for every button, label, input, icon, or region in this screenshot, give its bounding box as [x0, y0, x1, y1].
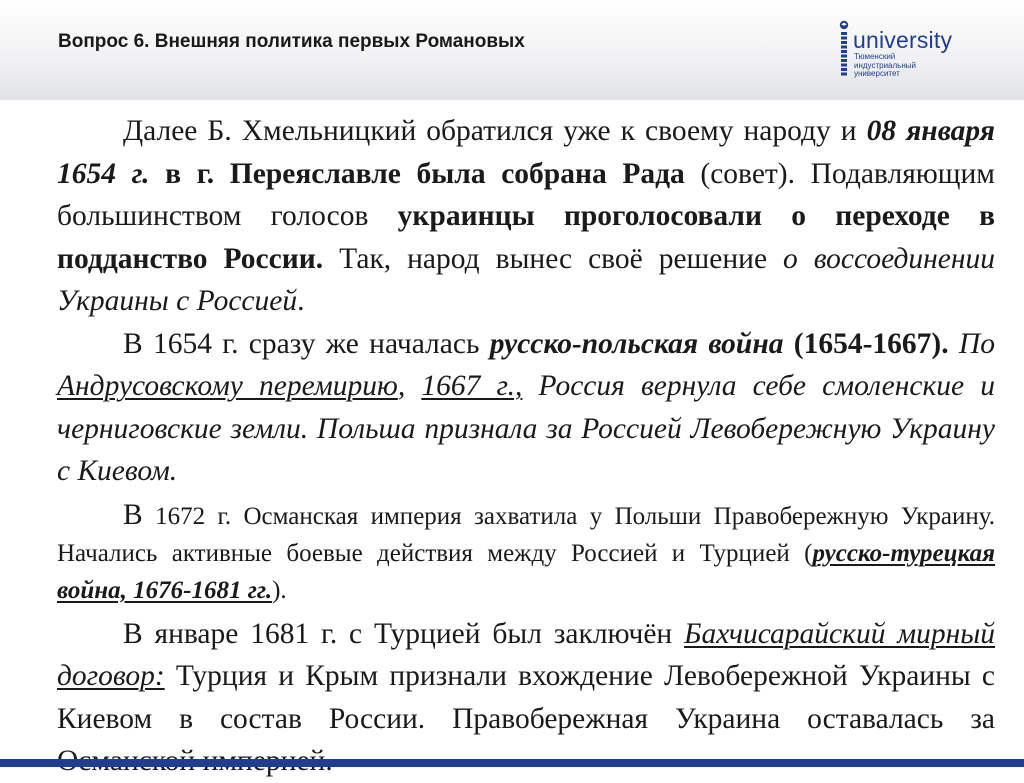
text-run: 1672 г. Османская империя захватила у Польши Правобережную Украину. Начались активные боевые действия между Россией и Турцией ( — [57, 502, 995, 567]
slide-body — [57, 110, 995, 783]
paragraph-pereyaslav-rada — [57, 110, 995, 323]
text-italic: о воссоединении Украины с Россией — [57, 242, 995, 317]
date-emphasis: 08 января 1654 г. — [57, 115, 995, 190]
text-run: В январе 1681 г. с Турцией был заключён — [123, 617, 685, 650]
paragraph-bakhchisaray-treaty — [57, 613, 995, 783]
treaty-link-text: Бахчисарайский мирный договор: — [57, 617, 995, 692]
text-run: . — [297, 285, 305, 317]
slide-header — [0, 0, 1024, 100]
text-italic: По — [948, 327, 995, 360]
university-logo-icon — [838, 20, 850, 80]
treaty-link-text: Андрусовскому перемирию — [57, 370, 398, 402]
slide-title: Вопрос 6. Внешняя политика первых Романовых — [58, 31, 525, 52]
treaty-date-text: 1667 г., — [421, 370, 523, 402]
text-emphasis: (1654-1667). — [783, 327, 949, 360]
footer-accent-bar — [0, 759, 1024, 767]
war-name-emphasis: русско-польская война — [489, 327, 784, 360]
text-run: ). — [272, 576, 287, 604]
text-run: Так, народ вынес своё решение — [323, 242, 784, 275]
text-italic: Россия вернула себе смоленские и черниговские земли. Польша признала за Россией Левобережную Украину с Киевом. — [57, 370, 996, 487]
logo-wordmark: university — [853, 27, 953, 53]
text-run: (совет). Подавляющим большинством голосов — [57, 157, 995, 232]
text-italic: , — [397, 370, 422, 402]
text-run: Далее Б. Хмельницкий обратился уже к своему народу и — [123, 115, 867, 147]
paragraph-russo-polish-war — [57, 323, 995, 493]
text-run: В 1654 г. сразу же началась — [123, 327, 490, 360]
text-run: В — [123, 498, 143, 531]
text-run: Турция и Крым признали вхождение Левобережной Украины с Киевом в состав России. Правобережная Украина оставалась за — [57, 660, 995, 735]
logo-subtitle-line: Тюменский — [854, 52, 896, 61]
text-emphasis: в г. Переяславле была собрана Рада — [149, 157, 685, 190]
logo-subtitle-line: индустриальный — [854, 60, 916, 70]
logo-subtitle — [854, 53, 916, 79]
war-name-emphasis: русско-турецкая война, 1676-1681 гг. — [57, 539, 995, 604]
text-emphasis: украинцы проголосовали о переходе в подданство России. — [57, 200, 996, 275]
paragraph-ottoman-war — [57, 497, 995, 609]
university-logo — [838, 20, 978, 90]
logo-subtitle-line: университет — [854, 69, 900, 78]
